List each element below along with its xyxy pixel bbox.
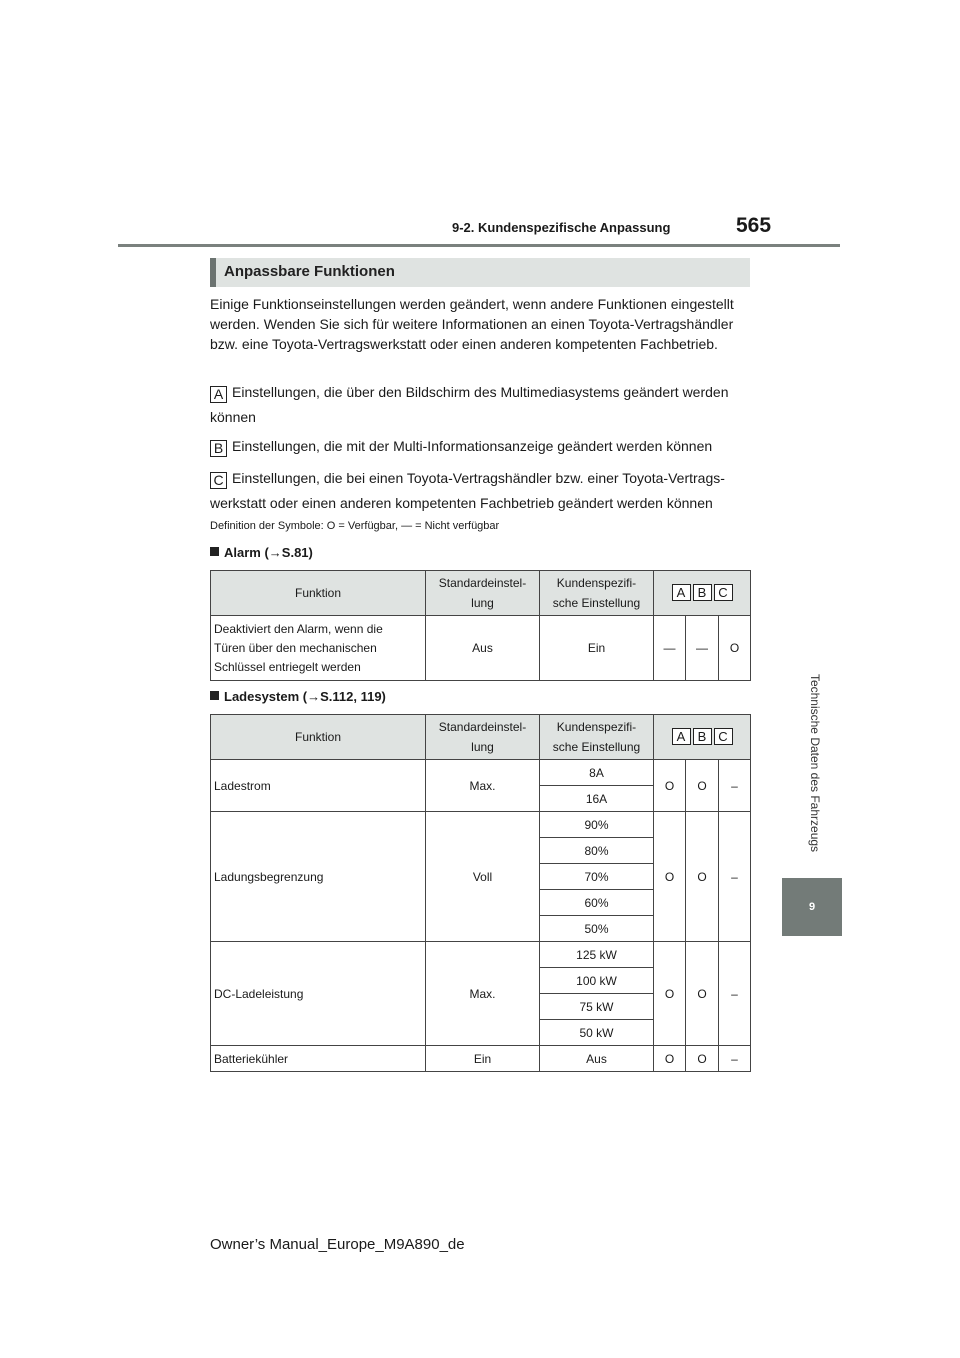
row-a: O — [654, 1046, 686, 1072]
header-custom: Kundenspezifi- sche Einstellung — [540, 715, 654, 760]
row-option: 70% — [540, 864, 654, 890]
table-header-row — [211, 715, 751, 760]
alarm-c: O — [719, 616, 751, 681]
row-b: O — [686, 812, 719, 942]
badge-a: A — [210, 386, 227, 403]
row-a: O — [654, 760, 686, 812]
side-tab-label: Technische Daten des Fahrzeugs — [808, 673, 822, 852]
alarm-table — [210, 570, 751, 681]
row-option: 125 kW — [540, 942, 654, 968]
row-option: 8A — [540, 760, 654, 786]
page-number: 565 — [736, 214, 772, 237]
row-function: DC-Ladeleistung — [211, 942, 426, 1046]
table-row — [211, 760, 751, 786]
row-option: 80% — [540, 838, 654, 864]
row-a: O — [654, 942, 686, 1046]
header-badge-c: C — [714, 584, 733, 601]
table-row — [211, 1046, 751, 1072]
ladesystem-heading: Ladesystem (→S.112, 119) — [210, 689, 386, 704]
row-b: O — [686, 1046, 719, 1072]
header-funktion: Funktion — [211, 715, 426, 760]
row-c: – — [719, 760, 751, 812]
row-default: Max. — [426, 942, 540, 1046]
row-option: 100 kW — [540, 968, 654, 994]
badge-c: C — [210, 472, 227, 489]
section-title: Anpassbare Funktionen — [224, 263, 395, 280]
row-a: O — [654, 812, 686, 942]
row-b: O — [686, 760, 719, 812]
table-row — [211, 616, 751, 681]
row-option: 16A — [540, 786, 654, 812]
header-abc — [654, 715, 751, 760]
alarm-default: Aus — [426, 616, 540, 681]
table-header-row — [211, 571, 751, 616]
footer-doc-id: Owner’s Manual_Europe_M9A890_de — [210, 1236, 465, 1253]
chapter-header: 9-2. Kundenspezifische Anpassung — [452, 220, 671, 235]
note-b: B Einstellungen, die mit der Multi-Informationsanzeige geändert werden können — [210, 433, 755, 459]
alarm-heading: Alarm (→S.81) — [210, 545, 313, 560]
alarm-custom: Ein — [540, 616, 654, 681]
header-standard: Standardeinstel- lung — [426, 715, 540, 760]
row-option: 75 kW — [540, 994, 654, 1020]
row-c: – — [719, 812, 751, 942]
header-badge-a: A — [672, 584, 691, 601]
row-option: 50% — [540, 916, 654, 942]
badge-b: B — [210, 440, 227, 457]
row-function: Ladungsbegrenzung — [211, 812, 426, 942]
row-option: Aus — [540, 1046, 654, 1072]
row-b: O — [686, 942, 719, 1046]
header-badge-c: C — [714, 728, 733, 745]
header-standard: Standardeinstel- lung — [426, 571, 540, 616]
row-default: Voll — [426, 812, 540, 942]
note-c: C Einstellungen, die bei einen Toyota-Vertragshändler bzw. einer Toyota-Vertrags- — [210, 465, 755, 491]
header-custom: Kundenspezifi- sche Einstellung — [540, 571, 654, 616]
section-banner — [210, 258, 750, 287]
row-option: 50 kW — [540, 1020, 654, 1046]
header-abc — [654, 571, 751, 616]
row-c: – — [719, 1046, 751, 1072]
ladesystem-table — [210, 714, 751, 1072]
row-default: Ein — [426, 1046, 540, 1072]
alarm-a: — — [654, 616, 686, 681]
chapter-tab: 9 — [782, 878, 842, 936]
table-row — [211, 812, 751, 838]
row-option: 90% — [540, 812, 654, 838]
alarm-b: — — [686, 616, 719, 681]
header-badge-b: B — [693, 584, 712, 601]
table-row — [211, 942, 751, 968]
header-badge-b: B — [693, 728, 712, 745]
note-c-cont: werkstatt oder einen anderen kompetenten Fachbetrieb geändert werden können — [210, 495, 713, 511]
header-funktion: Funktion — [211, 571, 426, 616]
row-function: Batteriekühler — [211, 1046, 426, 1072]
note-a: A Einstellungen, die über den Bildschirm des Multimediasystems geändert werden — [210, 379, 755, 405]
row-option: 60% — [540, 890, 654, 916]
row-c: – — [719, 942, 751, 1046]
row-default: Max. — [426, 760, 540, 812]
intro-paragraph: Einige Funktionseinstellungen werden geändert, wenn andere Funktionen eingestellt werden. Wenden Sie sich für weitere Informationen an einen Toyota-Vertragshändler bzw. eine Toyota-Vertragswerkstatt oder einen anderen kompetenten Fachbetrieb. — [210, 296, 734, 352]
row-function: Ladestrom — [211, 760, 426, 812]
header-rule — [118, 244, 840, 247]
note-a-cont: können — [210, 409, 256, 425]
header-badge-a: A — [672, 728, 691, 745]
alarm-function: Deaktiviert den Alarm, wenn die Türen über den mechanischen Schlüssel entriegelt werden — [211, 616, 426, 681]
symbol-definition: Definition der Symbole: O = Verfügbar, — = Nicht verfügbar — [210, 520, 500, 532]
